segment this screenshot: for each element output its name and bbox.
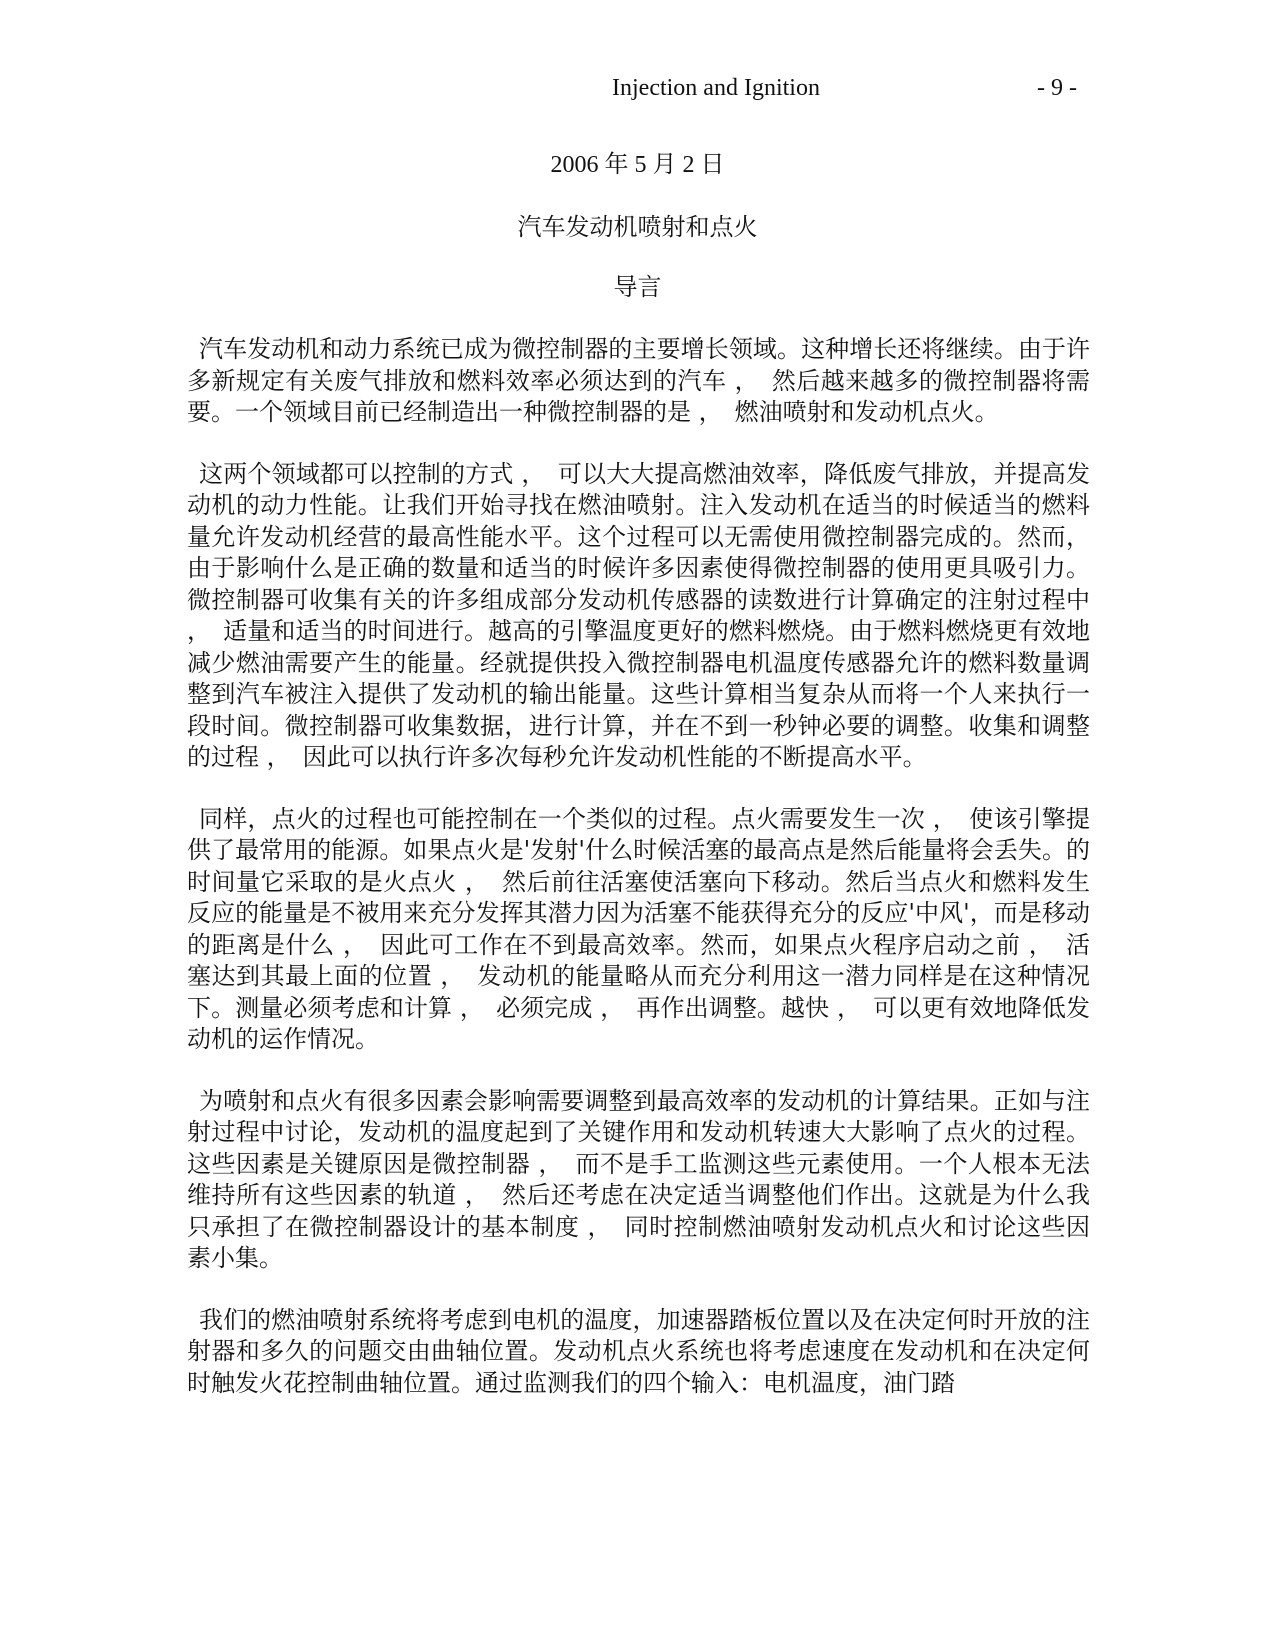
running-header-title: Injection and Ignition <box>612 75 820 101</box>
body-text <box>187 334 1090 1429</box>
paragraph-1: 汽车发动机和动力系统已成为微控制器的主要增长领域。这种增长还将继续。由于许多新规定有关废气排放和燃料效率必须达到的汽车 ， 然后越来越多的微控制器将需要。一个领域目前已经制造出一种微控制器的是 ， 燃油喷射和发动机点火。 <box>187 335 1090 426</box>
document-date: 2006 年 5 月 2 日 <box>550 152 725 178</box>
paragraph-2: 这两个领域都可以控制的方式 ， 可以大大提高燃油效率，降低废气排放，并提高发动机的动力性能。让我们开始寻找在燃油喷射。注入发动机在适当的时候适当的燃料量允许发动机经营的最高性能水平。这个过程可以无需使用微控制器完成的。然而，由于影响什么是正确的数量和适当的时候许多因素使得微控制器的使用更具吸引力。微控制器可收集有关的许多组成部分发动机传感器的读数进行计算确定的注射过程中 ， 适量和适当的时间进行。越高的引擎温度更好的燃料燃烧。由于燃料燃烧更有效地减少燃油需要产生的能量。经就提供投入微控制器电机温度传感器允许的燃料数量调整到汽车被注入提供了发动机的输出能量。这些计算相当复杂从而将一个人来执行一段时间。微控制器可收集数据，进行计算，并在不到一秒钟必要的调整。收集和调整的过程 ， 因此可以执行许多次每秒允许发动机性能的不断提高水平。 <box>187 459 1090 771</box>
paragraph-3: 同样，点火的过程也可能控制在一个类似的过程。点火需要发生一次 ， 使该引擎提供了最常用的能源。如果点火是'发射'什么时候活塞的最高点是然后能量将会丢失。的时间量它采取的是火点火 ， 然后前往活塞使活塞向下移动。然后当点火和燃料发生反应的能量是不被用来充分发挥其潜力因为活塞不能获得充分的反应'中风'，而是移动的距离是什么 ， 因此可工作在不到最高效率。然而，如果点火程序启动之前 ， 活塞达到其最上面的位置 ， 发动机的能量略从而充分利用这一潜力同样是在这种情况下。测量必须考虑和计算 ， 必须完成 ， 再作出调整。越快 ， 可以更有效地降低发动机的运作情况。 <box>187 804 1090 1053</box>
page-number: - 9 - <box>1037 75 1077 101</box>
paragraph-5: 我们的燃油喷射系统将考虑到电机的温度，加速器踏板位置以及在决定何时开放的注射器和多久的问题交由曲轴位置。发动机点火系统也将考虑速度在发动机和在决定何时触发火花控制曲轴位置。通过监测我们的四个输入：电机温度，油门踏 <box>187 1305 1090 1397</box>
document-title: 汽车发动机喷射和点火 <box>517 213 758 241</box>
paragraph-4: 为喷射和点火有很多因素会影响需要调整到最高效率的发动机的计算结果。正如与注射过程中讨论，发动机的温度起到了关键作用和发动机转速大大影响了点火的过程。这些因素是关键原因是微控制器 ， 而不是手工监测这些元素使用。一个人根本无法维持所有这些因素的轨道 ， 然后还考虑在决定适当调整他们作出。这就是为什么我只承担了在微控制器设计的基本制度 ， 同时控制燃油喷射发动机点火和讨论这些因素小集。 <box>187 1086 1090 1272</box>
section-heading: 导言 <box>613 273 662 301</box>
